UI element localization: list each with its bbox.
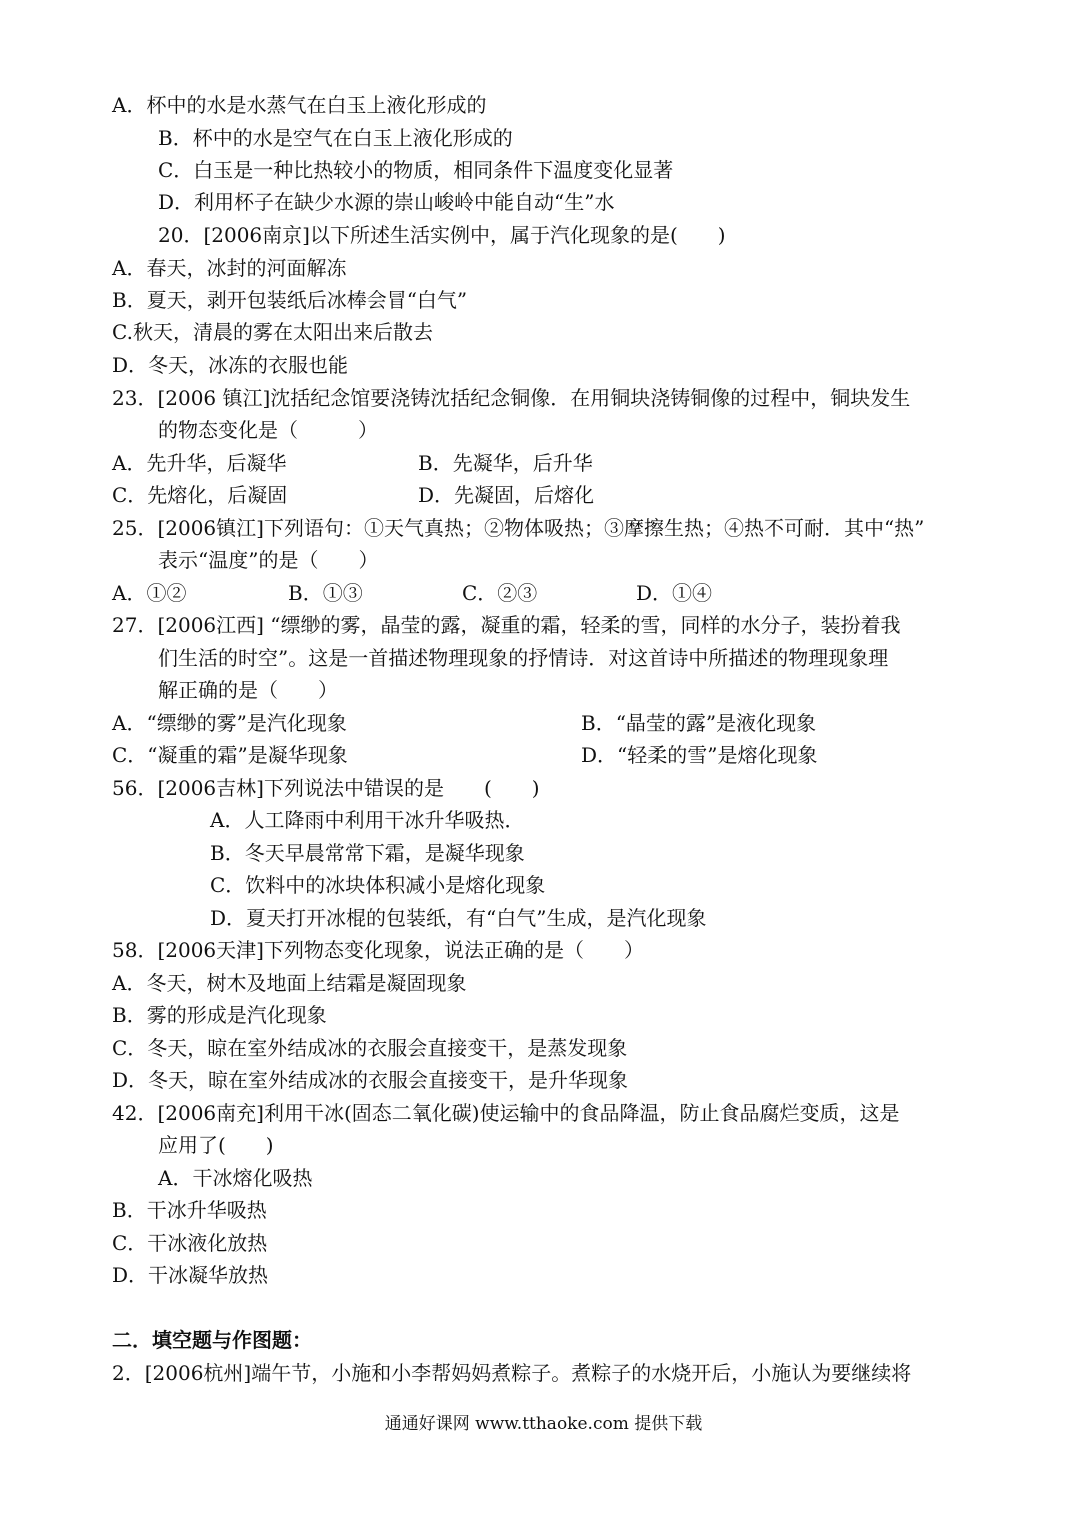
q23-option-b: B．先凝华，后升华 — [418, 451, 593, 475]
q58-stem: 58．[2006天津]下列物态变化现象，说法正确的是（ ） — [112, 938, 644, 962]
q42-option-d: D．干冰凝华放热 — [112, 1263, 269, 1287]
q25-option-c: C．②③ — [462, 581, 538, 605]
q19-option-b: B．杯中的水是空气在白玉上液化形成的 — [158, 126, 513, 150]
q23-stem-line1: 23．[2006 镇江]沈括纪念馆要浇铸沈括纪念铜像．在用铜块浇铸铜像的过程中，铜块发生 — [112, 386, 911, 410]
page-footer: 通通好课网 www.tthaoke.com 提供下载 — [384, 1414, 703, 1434]
q25-option-b: B．①③ — [288, 581, 363, 605]
q56-option-a: A．人工降雨中利用干冰升华吸热． — [210, 808, 525, 832]
q58-option-c: C．冬天，晾在室外结成冰的衣服会直接变干，是蒸发现象 — [112, 1036, 628, 1060]
q19-option-a: A．杯中的水是水蒸气在白玉上液化形成的 — [112, 93, 487, 117]
q20-option-c: C.秋天，清晨的雾在太阳出来后散去 — [112, 320, 433, 344]
q56-stem: 56．[2006吉林]下列说法中错误的是 ( ) — [112, 776, 540, 800]
q20-option-d: D．冬天，冰冻的衣服也能 — [112, 353, 349, 377]
q27-stem-line1: 27．[2006江西] “缥缈的雾，晶莹的露，凝重的霜，轻柔的雪，同样的水分子，装扮着我 — [112, 613, 901, 637]
q58-option-a: A．冬天，树木及地面上结霜是凝固现象 — [112, 971, 467, 995]
q23-option-c: C．先熔化，后凝固 — [112, 483, 288, 507]
q27-option-d: D．“轻柔的雪”是熔化现象 — [581, 743, 818, 767]
q56-option-d: D．夏天打开冰棍的包装纸，有“白气”生成，是汽化现象 — [210, 906, 707, 930]
q42-stem-line1: 42．[2006南充]利用干冰(固态二氧化碳)使运输中的食品降温，防止食品腐烂变质，这是 — [112, 1101, 900, 1125]
q42-option-a: A．干冰熔化吸热 — [158, 1166, 313, 1190]
fill-q2-stem: 2．[2006杭州]端午节，小施和小李帮妈妈煮粽子。煮粽子的水烧开后，小施认为要继续将 — [112, 1361, 912, 1385]
q58-option-d: D．冬天，晾在室外结成冰的衣服会直接变干，是升华现象 — [112, 1068, 629, 1092]
q27-option-b: B．“晶莹的露”是液化现象 — [581, 711, 817, 735]
section-heading: 二．填空题与作图题： — [112, 1328, 312, 1352]
q20-stem: 20．[2006南京]以下所述生活实例中，属于汽化现象的是( ) — [158, 223, 726, 247]
q23-stem-line2: 的物态变化是（ ） — [158, 418, 378, 442]
q27-stem-line3: 解正确的是（ ） — [158, 678, 338, 702]
q42-option-b: B．干冰升华吸热 — [112, 1198, 267, 1222]
q27-stem-line2: 们生活的时空”。这是一首描述物理现象的抒情诗．对这首诗中所描述的物理现象理 — [158, 646, 889, 670]
q42-stem-line2: 应用了( ) — [158, 1133, 274, 1157]
q27-option-c: C．“凝重的霜”是凝华现象 — [112, 743, 348, 767]
q23-option-a: A．先升华，后凝华 — [112, 451, 287, 475]
q19-option-c: C．白玉是一种比热较小的物质，相同条件下温度变化显著 — [158, 158, 674, 182]
q56-option-c: C．饮料中的冰块体积减小是熔化现象 — [210, 873, 546, 897]
q27-option-a: A．“缥缈的雾”是汽化现象 — [112, 711, 347, 735]
q20-option-b: B．夏天，剥开包装纸后冰棒会冒“白气” — [112, 288, 468, 312]
q56-option-b: B．冬天早晨常常下霜，是凝华现象 — [210, 841, 525, 865]
q25-stem-line2: 表示“温度”的是（ ） — [158, 548, 379, 572]
q20-option-a: A．春天，冰封的河面解冻 — [112, 256, 347, 280]
q19-option-d: D．利用杯子在缺少水源的崇山峻岭中能自动“生”水 — [158, 190, 615, 214]
q25-stem-line1: 25．[2006镇江]下列语句：①天气真热；②物体吸热；③摩擦生热；④热不可耐．其中“热” — [112, 516, 925, 540]
q25-option-d: D．①④ — [636, 581, 713, 605]
q23-option-d: D．先凝固，后熔化 — [418, 483, 595, 507]
q58-option-b: B．雾的形成是汽化现象 — [112, 1003, 327, 1027]
q42-option-c: C．干冰液化放热 — [112, 1231, 268, 1255]
q25-option-a: A．①② — [112, 581, 187, 605]
